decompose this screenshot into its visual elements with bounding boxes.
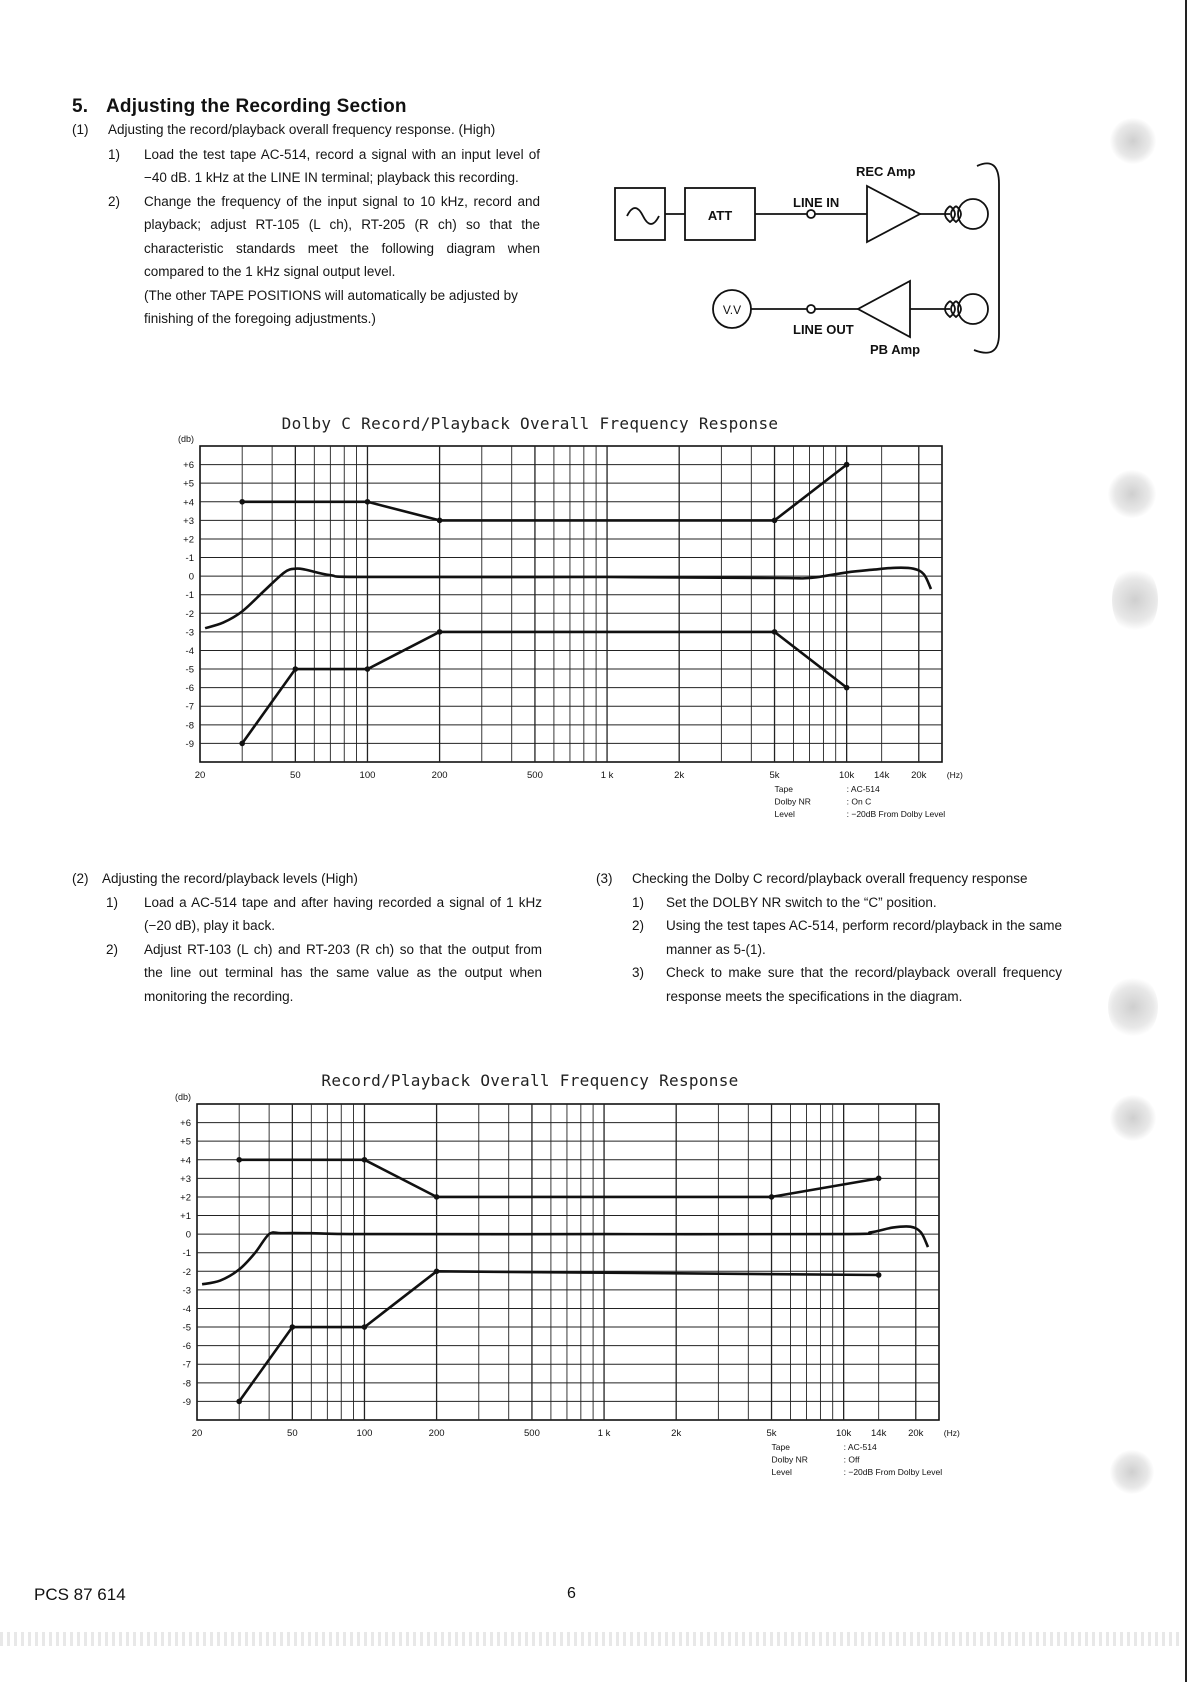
info-key: Tape: [771, 1442, 790, 1452]
info-value: : −20dB From Dolby Level: [846, 809, 946, 819]
data-point: [772, 629, 778, 635]
part2-heading-text: Adjusting the record/playback levels (High): [102, 871, 358, 886]
info-key: Dolby NR: [774, 796, 811, 807]
y-tick-label: -7: [182, 1359, 191, 1371]
y-tick-label: +3: [183, 515, 194, 527]
part1-step: [108, 143, 540, 190]
part1-heading: [72, 118, 540, 142]
section-title: [72, 96, 407, 118]
x-tick-label: 2k: [674, 770, 685, 781]
y-tick-label: -7: [185, 701, 194, 713]
data-point: [236, 1157, 242, 1163]
y-tick-label: +6: [183, 460, 194, 472]
chart2: [155, 1088, 967, 1513]
data-point: [239, 499, 245, 505]
part2-step: [106, 891, 542, 938]
y-tick-label: 0: [188, 571, 194, 583]
y-tick-label: -5: [185, 664, 194, 676]
rec-amp-triangle: [867, 186, 920, 242]
data-point: [876, 1272, 882, 1278]
tape-path: [974, 163, 999, 352]
y-tick-label: -8: [182, 1378, 191, 1390]
y-tick-label: -1: [182, 1248, 191, 1260]
part3-block: [596, 867, 1062, 1008]
y-tick-label: -2: [185, 608, 194, 620]
line-in-label: LINE IN: [793, 195, 840, 210]
signal-generator-box: [615, 188, 665, 240]
scan-artifact: [1112, 565, 1158, 635]
y-axis-label: (db): [175, 1092, 192, 1102]
vv-label: V.V: [722, 303, 742, 317]
info-key: Tape: [774, 784, 793, 794]
x-tick-label: 5k: [769, 770, 780, 781]
data-point: [236, 1399, 242, 1405]
info-key: Dolby NR: [771, 1454, 808, 1465]
data-point: [876, 1176, 882, 1182]
data-point: [844, 685, 850, 691]
x-tick-label: 50: [290, 770, 301, 781]
y-tick-label: +5: [183, 478, 194, 490]
part3-heading-text: Checking the Dolby C record/playback overall frequency response: [632, 871, 1028, 886]
part3-step2-label: 2): [632, 918, 645, 933]
plot-frame: [200, 446, 942, 762]
y-tick-label: -8: [185, 720, 194, 732]
x-tick-label: 20: [191, 1428, 203, 1439]
scan-artifact: [1110, 118, 1156, 164]
info-key: Level: [774, 809, 795, 819]
data-point: [772, 518, 778, 524]
part2-step: [106, 938, 542, 1009]
part1-heading-text: Adjusting the record/playback overall frequency response. (High): [108, 122, 496, 137]
part1-block: [72, 118, 540, 331]
y-tick-label: -9: [185, 738, 194, 750]
scan-bottom-noise: [0, 1632, 1180, 1646]
y-tick-label: +4: [183, 497, 194, 509]
part1-step2-label: 2): [108, 193, 121, 209]
part1-label: (1): [72, 122, 89, 137]
part2-step1-text: Load a AC-514 tape and after having recorded a signal of 1 kHz (−20 dB), play it back.: [144, 894, 542, 933]
part2-label: (2): [72, 871, 89, 886]
att-label: ATT: [707, 208, 733, 223]
document-code: PCS 87 614: [34, 1585, 126, 1604]
y-tick-label: -6: [185, 683, 194, 695]
x-tick-label: 1 k: [597, 1428, 611, 1439]
part2-heading: [72, 867, 542, 891]
part3-step3-label: 3): [632, 965, 645, 980]
part3-step: [632, 914, 1062, 961]
part3-heading: [596, 867, 1062, 891]
data-point: [239, 741, 245, 747]
x-axis-unit: (Hz): [946, 770, 963, 780]
x-tick-label: 14k: [871, 1428, 887, 1439]
x-tick-label: 100: [359, 770, 376, 781]
scan-artifact: [1108, 470, 1156, 518]
part3-step3-text: Check to make sure that the record/playback overall frequency response meets the specifications in the diagram.: [666, 965, 1062, 1004]
part1-step1-text: Load the test tape AC-514, record a signal with an input level of −40 dB. 1 kHz at the LINE IN terminal; playback this recording.: [144, 146, 540, 185]
line-in-terminal: [807, 210, 815, 218]
data-point: [365, 499, 371, 505]
part3-step2-text: Using the test tapes AC-514, perform record/playback in the same manner as 5-(1).: [666, 918, 1062, 957]
part3-step1-text: Set the DOLBY NR switch to the “C” position.: [666, 894, 937, 910]
part1-step2-text: Change the frequency of the input signal to 10 kHz, record and playback; adjust RT-105 (L ch), RT-205 (R ch) so that the characteristic standards meet the following diagram when compared to the 1 kHz signal output level.: [144, 193, 540, 279]
x-tick-label: 20k: [911, 770, 927, 781]
info-value: : Off: [843, 1454, 860, 1465]
y-tick-label: -5: [182, 1322, 191, 1334]
data-point: [434, 1268, 440, 1274]
part1-note: (The other TAPE POSITIONS will automatically be adjusted by finishing of the foregoing adjustments.): [144, 287, 518, 326]
section-number: 5.: [72, 96, 89, 117]
y-tick-label: +2: [180, 1192, 191, 1204]
plot-frame: [197, 1104, 939, 1420]
y-axis-label: (db): [178, 434, 195, 444]
x-tick-label: 20k: [908, 1428, 924, 1439]
y-tick-label: -1: [185, 590, 194, 602]
scan-artifact: [1110, 1095, 1156, 1141]
y-tick-label: 0: [185, 1229, 191, 1241]
x-tick-label: 5k: [766, 1428, 777, 1439]
part2-step1-label: 1): [106, 894, 119, 910]
x-tick-label: 500: [524, 1428, 540, 1439]
data-point: [844, 462, 850, 468]
chart2-title: Record/Playback Overall Frequency Response: [321, 1071, 739, 1090]
y-tick-label: -3: [182, 1285, 191, 1297]
y-tick-label: +3: [180, 1173, 191, 1185]
scan-edge-line: [1185, 0, 1187, 1682]
info-value: : AC-514: [846, 784, 880, 794]
y-tick-label: +6: [180, 1118, 191, 1130]
chart1-title: Dolby C Record/Playback Overall Frequency Response: [281, 414, 779, 433]
block-diagram: [610, 158, 1030, 373]
x-tick-label: 10k: [838, 770, 855, 781]
data-point: [437, 629, 443, 635]
info-key: Level: [771, 1467, 792, 1477]
part2-step2-text: Adjust RT-103 (L ch) and RT-203 (R ch) so that the output from the line out terminal has the same value as the output when monitoring the recording.: [144, 941, 542, 1004]
line-out-terminal: [807, 305, 815, 313]
part1-step: [108, 190, 540, 284]
pb-amp-label: PB Amp: [870, 342, 921, 357]
x-tick-label: 200: [431, 770, 448, 781]
part2-block: [72, 867, 542, 1008]
x-tick-label: 500: [527, 770, 543, 781]
y-tick-label: -3: [185, 627, 194, 639]
data-point: [290, 1324, 296, 1330]
x-tick-label: 20: [194, 770, 206, 781]
y-tick-label: +2: [183, 534, 194, 546]
scan-artifact: [1110, 1450, 1154, 1494]
rec-amp-label: REC Amp: [856, 164, 916, 179]
x-tick-label: 50: [287, 1428, 298, 1439]
data-point: [434, 1194, 440, 1200]
data-point: [362, 1324, 368, 1330]
x-tick-label: 2k: [671, 1428, 682, 1439]
data-point: [769, 1194, 775, 1200]
part3-step: [632, 891, 1062, 915]
y-tick-label: -4: [185, 645, 194, 657]
sine-wave-icon: [627, 208, 659, 224]
y-tick-label: -2: [182, 1266, 191, 1278]
series-line-lower-limit: [239, 1271, 879, 1401]
page-number: 6: [567, 1585, 576, 1602]
info-value: : AC-514: [843, 1442, 877, 1452]
data-point: [365, 666, 371, 672]
y-tick-label: +5: [180, 1136, 191, 1148]
series-line-upper-limit: [242, 465, 847, 521]
y-tick-label: +4: [180, 1155, 191, 1167]
x-tick-label: 200: [428, 1428, 445, 1439]
x-tick-label: 14k: [874, 770, 890, 781]
part3-label: (3): [596, 871, 613, 886]
info-value: : On C: [846, 796, 872, 807]
x-axis-unit: (Hz): [943, 1428, 960, 1438]
chart1: [158, 430, 970, 856]
pb-amp-triangle: [858, 281, 910, 337]
y-tick-label: -1: [185, 553, 194, 565]
part1-step1-label: 1): [108, 146, 121, 162]
y-tick-label: -6: [182, 1341, 191, 1353]
x-tick-label: 10k: [835, 1428, 852, 1439]
part2-step2-label: 2): [106, 941, 119, 957]
x-tick-label: 100: [356, 1428, 373, 1439]
part3-step: [632, 961, 1062, 1008]
scan-artifact: [1108, 975, 1158, 1039]
y-tick-label: +1: [180, 1211, 191, 1223]
data-point: [362, 1157, 368, 1163]
section-title-text: Adjusting the Recording Section: [106, 96, 407, 117]
y-tick-label: -9: [182, 1396, 191, 1408]
data-point: [437, 518, 443, 524]
y-tick-label: -4: [182, 1303, 191, 1315]
data-point: [293, 666, 299, 672]
part3-step1-label: 1): [632, 894, 645, 910]
x-tick-label: 1 k: [600, 770, 614, 781]
line-out-label: LINE OUT: [793, 322, 854, 337]
info-value: : −20dB From Dolby Level: [843, 1467, 943, 1477]
